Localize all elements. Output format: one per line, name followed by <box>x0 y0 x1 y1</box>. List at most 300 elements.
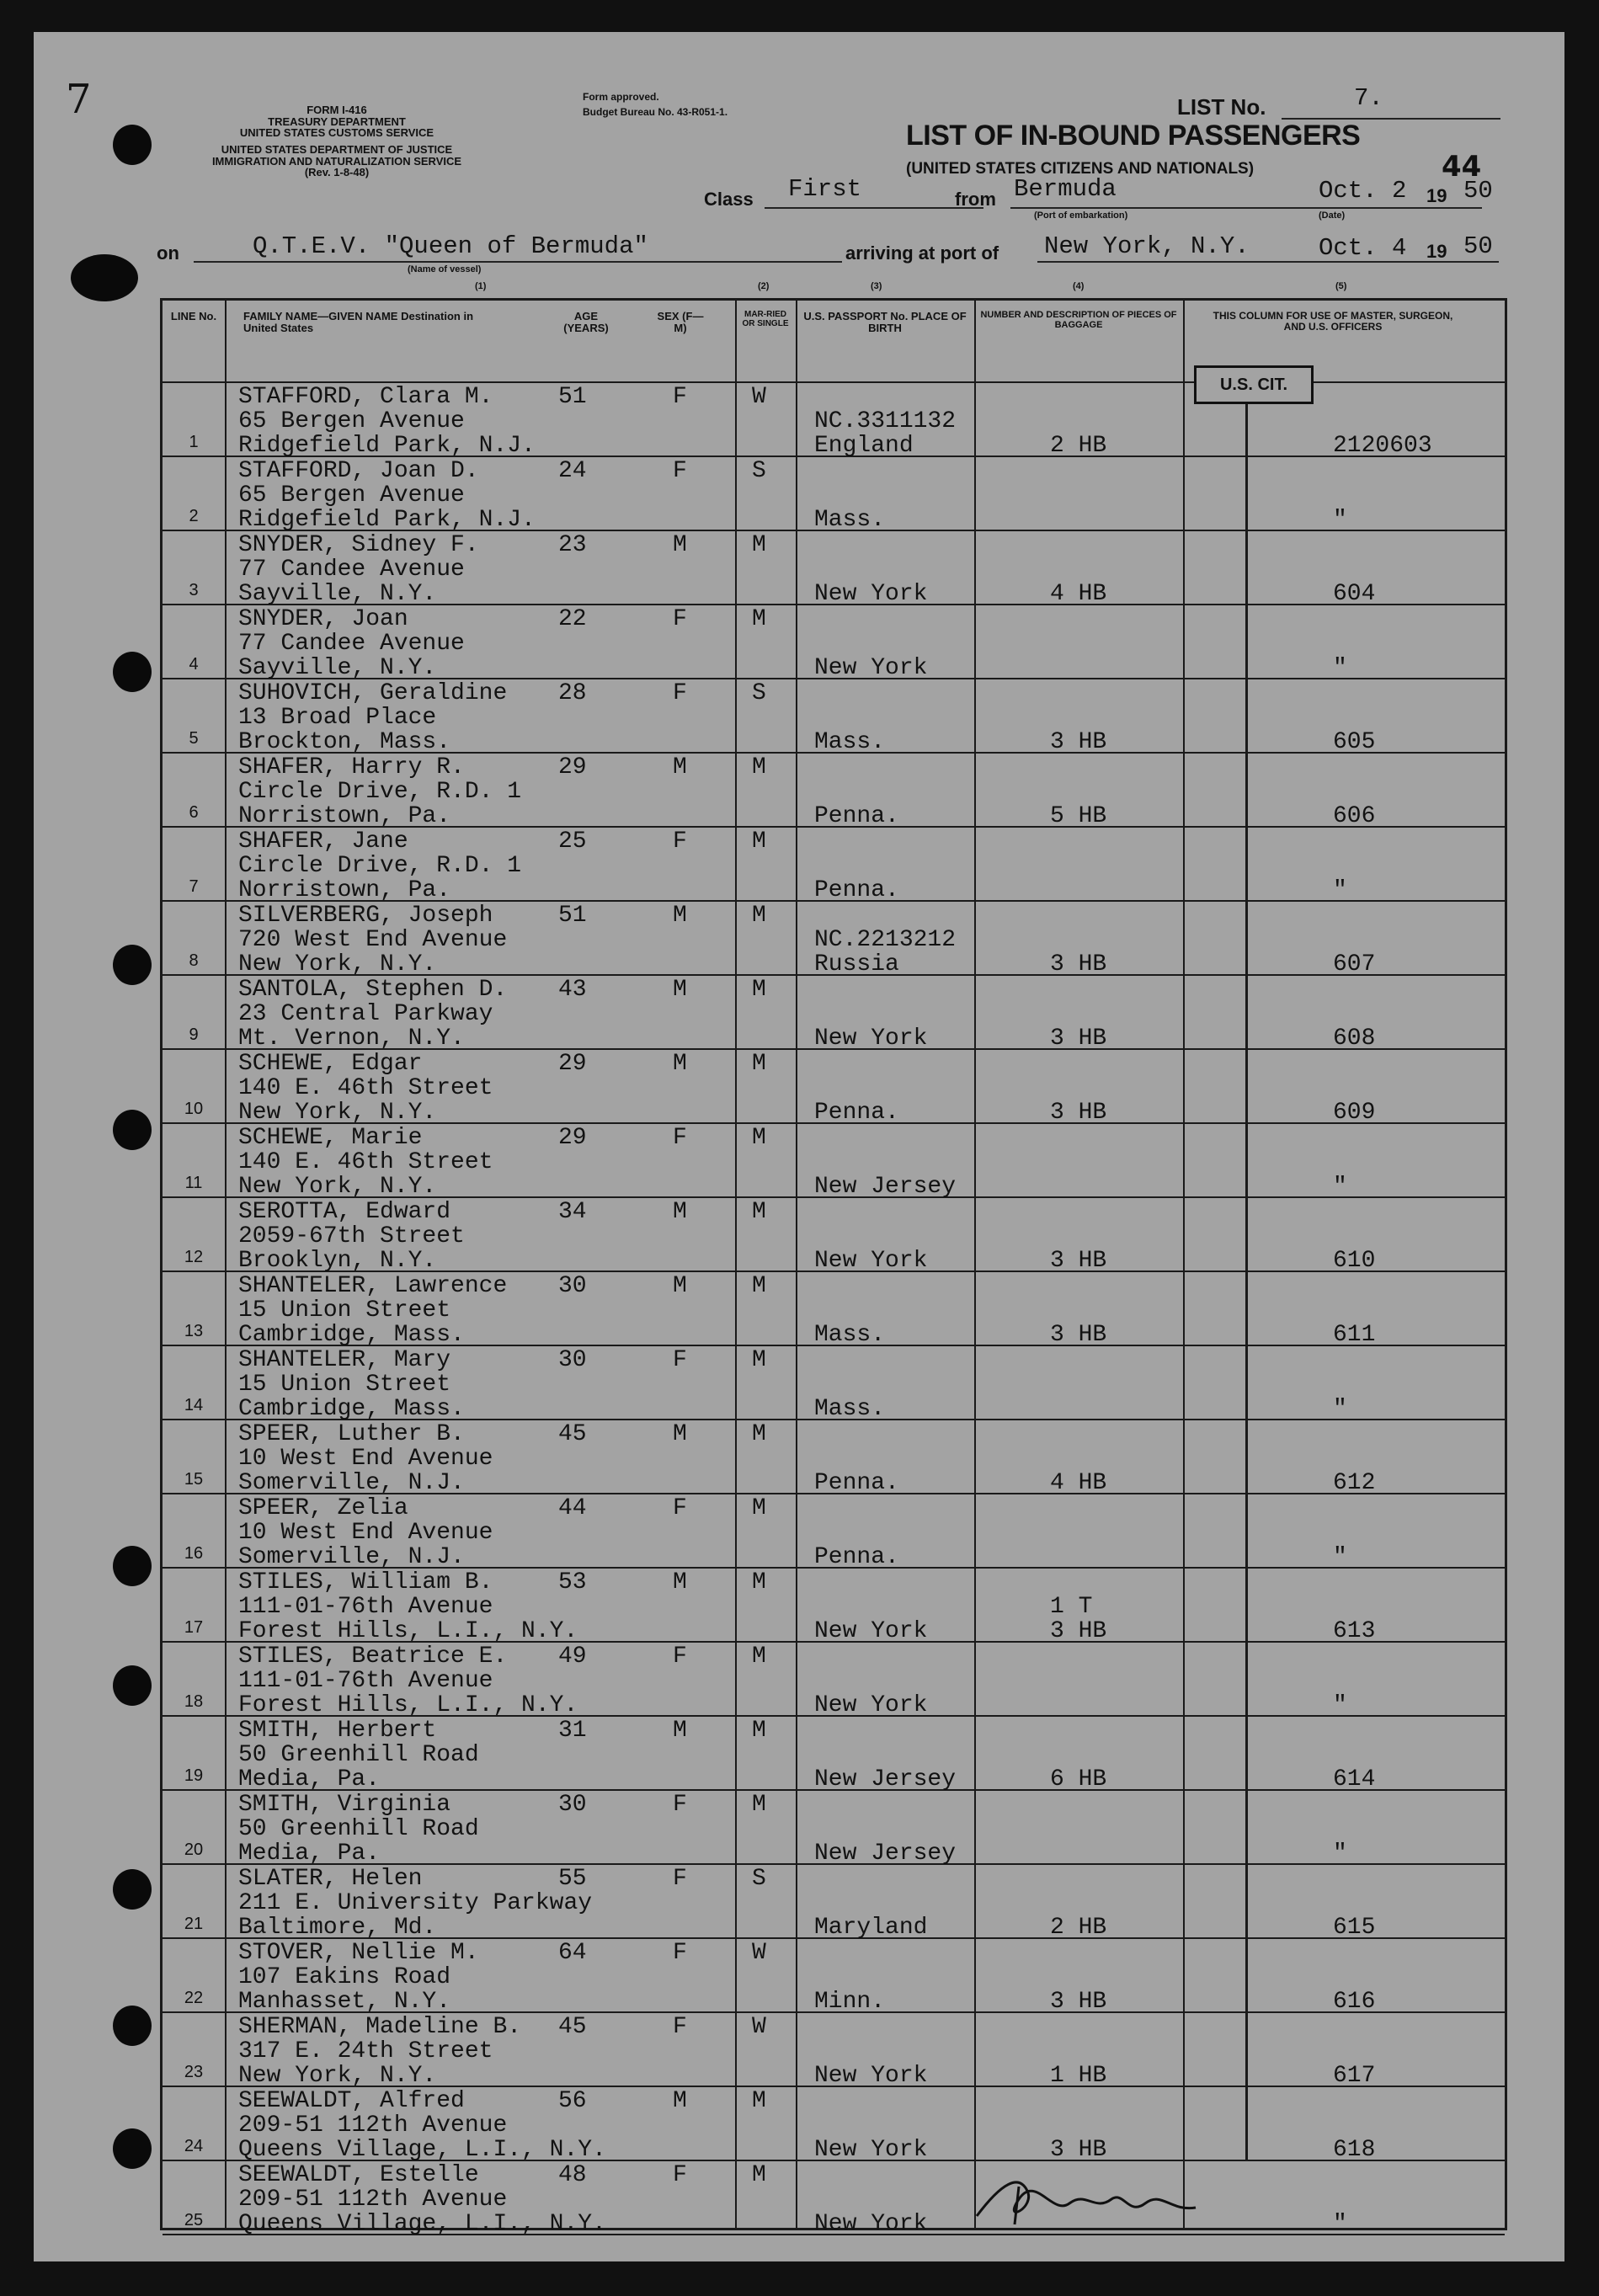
passenger-sex: M <box>673 1718 687 1744</box>
binder-hole <box>113 1110 152 1150</box>
marital-status: W <box>752 1940 766 1966</box>
officer-number: 611 <box>1333 1322 1376 1348</box>
line-number: 13 <box>184 1322 204 1340</box>
baggage: 3 HB <box>1050 1989 1107 2015</box>
officer-number: 613 <box>1333 1618 1376 1644</box>
passenger-age: 55 <box>558 1866 587 1892</box>
baggage: 4 HB <box>1050 581 1107 607</box>
passenger-sex: M <box>673 532 687 558</box>
passenger-name: SPEER, Luther B. <box>238 1421 465 1447</box>
passenger-sex: M <box>673 1421 687 1447</box>
passenger-street: 77 Candee Avenue <box>238 557 465 583</box>
officer-number: 618 <box>1333 2137 1376 2163</box>
passenger-name: SHERMAN, Madeline B. <box>238 2014 522 2040</box>
passenger-city: New York, N.Y. <box>238 1100 437 1126</box>
vessel-name: Q.T.E.V. "Queen of Bermuda" <box>253 232 648 260</box>
marital-status: W <box>752 384 766 410</box>
line-number: 3 <box>189 581 199 599</box>
officer-number: 612 <box>1333 1470 1376 1496</box>
passenger-age: 24 <box>558 458 587 484</box>
table-row <box>163 828 1505 902</box>
birth-place: New York <box>814 2211 928 2237</box>
form-number: FORM I-416 <box>306 104 367 116</box>
class-value: First <box>788 175 862 203</box>
marital-status: M <box>752 977 766 1003</box>
marital-status: M <box>752 828 766 855</box>
passenger-street: 23 Central Parkway <box>238 1001 493 1027</box>
passenger-sex: M <box>673 2088 687 2114</box>
col-num-1: (1) <box>475 281 487 291</box>
passenger-city: Media, Pa. <box>238 1841 381 1867</box>
binder-hole <box>113 2006 152 2046</box>
passenger-city: New York, N.Y. <box>238 2063 437 2089</box>
birth-place: Mass. <box>814 1396 886 1422</box>
table-row <box>163 531 1505 605</box>
from-label: from <box>955 189 996 210</box>
table-row <box>163 1050 1505 1124</box>
passenger-sex: M <box>673 1273 687 1299</box>
passenger-city: Sayville, N.Y. <box>238 581 437 607</box>
passenger-street: 13 Broad Place <box>238 705 437 731</box>
col-num-3: (3) <box>871 281 882 291</box>
baggage: 3 HB <box>1050 1322 1107 1348</box>
marital-status: M <box>752 606 766 632</box>
marital-status: M <box>752 754 766 780</box>
baggage: 2 HB <box>1050 1915 1107 1941</box>
birth-place: New York <box>814 1248 928 1274</box>
passenger-age: 56 <box>558 2088 587 2114</box>
birth-place: England <box>814 433 914 459</box>
baggage: 1 HB <box>1050 2063 1107 2089</box>
passenger-city: Brooklyn, N.Y. <box>238 1248 437 1274</box>
embark-year-prefix: 19 <box>1426 185 1447 206</box>
line-number: 7 <box>189 877 199 896</box>
marital-status: S <box>752 680 766 706</box>
birth-place: Maryland <box>814 1915 928 1941</box>
line-number: 11 <box>184 1174 203 1192</box>
officer-number: " <box>1333 877 1347 903</box>
passenger-city: Baltimore, Md. <box>238 1915 437 1941</box>
passenger-age: 23 <box>558 532 587 558</box>
passenger-age: 45 <box>558 2014 587 2040</box>
line-number: 12 <box>184 1248 204 1266</box>
baggage: 5 HB <box>1050 803 1107 829</box>
passenger-sex: F <box>673 606 687 632</box>
marital-status: S <box>752 458 766 484</box>
marital-status: M <box>752 1569 766 1595</box>
form-title: LIST OF IN-BOUND PASSENGERS <box>906 120 1361 152</box>
table-row <box>163 605 1505 679</box>
marital-status: M <box>752 2162 766 2188</box>
officer-number: 605 <box>1333 729 1376 755</box>
passenger-city: Cambridge, Mass. <box>238 1322 465 1348</box>
passenger-name: SHAFER, Harry R. <box>238 754 465 780</box>
passenger-city: Ridgefield Park, N.J. <box>238 507 536 533</box>
from-value: Bermuda <box>1014 175 1117 203</box>
class-label: Class <box>704 189 754 210</box>
marital-status: W <box>752 2014 766 2040</box>
passenger-street: Circle Drive, R.D. 1 <box>238 853 522 879</box>
line-number: 10 <box>184 1100 204 1118</box>
birth-place: Mass. <box>814 729 886 755</box>
passenger-age: 64 <box>558 1940 587 1966</box>
birth-place: New Jersey <box>814 1174 957 1200</box>
arrival-year-prefix: 19 <box>1426 241 1447 262</box>
line-number: 21 <box>184 1915 204 1933</box>
officer-number: 604 <box>1333 581 1376 607</box>
birth-place: Mass. <box>814 507 886 533</box>
birth-place: New York <box>814 1618 928 1644</box>
passenger-age: 30 <box>558 1792 587 1818</box>
baggage: 4 HB <box>1050 1470 1107 1496</box>
table-row <box>163 1346 1505 1420</box>
passenger-name: SNYDER, Joan <box>238 606 408 632</box>
baggage: 3 HB <box>1050 2137 1107 2163</box>
binder-hole <box>113 125 152 165</box>
passenger-name: SCHEWE, Edgar <box>238 1051 423 1077</box>
col-head-age: AGE (YEARS) <box>563 310 609 334</box>
passenger-age: 44 <box>558 1495 587 1521</box>
list-no-label: LIST No. <box>1177 94 1266 120</box>
marital-status: M <box>752 1643 766 1670</box>
passenger-sex: F <box>673 1643 687 1670</box>
passenger-name: SPEER, Zelia <box>238 1495 408 1521</box>
passenger-street: 140 E. 46th Street <box>238 1075 493 1101</box>
passenger-sex: M <box>673 903 687 929</box>
passenger-street: 10 West End Avenue <box>238 1520 493 1546</box>
list-no: 7. <box>1354 84 1383 112</box>
col-head-sex: SEX (F—M) <box>657 310 704 334</box>
officer-number: 616 <box>1333 1989 1376 2015</box>
passenger-age: 30 <box>558 1347 587 1373</box>
passenger-name: SNYDER, Sidney F. <box>238 532 479 558</box>
passenger-age: 51 <box>558 903 587 929</box>
arrival-year: 50 <box>1463 232 1493 260</box>
officer-number: 2120603 <box>1333 433 1432 459</box>
budget-bureau: Budget Bureau No. 43-R051-1. <box>583 106 728 118</box>
date-caption: (Date) <box>1319 210 1346 221</box>
table-row <box>163 2087 1505 2161</box>
passenger-name: SANTOLA, Stephen D. <box>238 977 508 1003</box>
officer-number: " <box>1333 1841 1347 1867</box>
passenger-sex: F <box>673 458 687 484</box>
passenger-sex: M <box>673 754 687 780</box>
passenger-street: 111-01-76th Avenue <box>238 1594 493 1620</box>
passenger-name: STOVER, Nellie M. <box>238 1940 479 1966</box>
passenger-age: 53 <box>558 1569 587 1595</box>
passenger-name: SHAFER, Jane <box>238 828 408 855</box>
revision: (Rev. 1-8-48) <box>304 166 370 179</box>
passenger-street: 209-51 112th Avenue <box>238 2112 508 2139</box>
marital-status: M <box>752 1792 766 1818</box>
passenger-name: SILVERBERG, Joseph <box>238 903 493 929</box>
passenger-street: 15 Union Street <box>238 1372 451 1398</box>
line-number: 19 <box>184 1766 204 1785</box>
passenger-street: 211 E. University Parkway <box>238 1890 593 1916</box>
table-row <box>163 1420 1505 1494</box>
embark-date: Oct. 2 <box>1319 177 1407 205</box>
line-number: 15 <box>184 1470 204 1489</box>
birth-place: New York <box>814 655 928 681</box>
officer-number: 615 <box>1333 1915 1376 1941</box>
table-row <box>163 1494 1505 1569</box>
page-number: 44 <box>1442 150 1482 184</box>
passenger-sex: F <box>673 1347 687 1373</box>
baggage-extra: 1 T <box>1050 1594 1093 1620</box>
table-row <box>163 2161 1505 2235</box>
passenger-street: 50 Greenhill Road <box>238 1816 479 1842</box>
agency-block <box>160 104 514 178</box>
passenger-name: SEEWALDT, Estelle <box>238 2162 479 2188</box>
birth-place: New York <box>814 1025 928 1052</box>
marital-status: S <box>752 1866 766 1892</box>
officer-number: 606 <box>1333 803 1376 829</box>
passenger-sex: M <box>673 977 687 1003</box>
passenger-city: Queens Village, L.I., N.Y. <box>238 2211 606 2237</box>
col-head-baggage: NUMBER AND DESCRIPTION OF PIECES OF BAGGAGE <box>980 310 1177 330</box>
passenger-name: SHANTELER, Lawrence <box>238 1273 508 1299</box>
table-row <box>163 1569 1505 1643</box>
form-approved: Form approved. <box>583 91 659 103</box>
officer-number: 614 <box>1333 1766 1376 1793</box>
marital-status: M <box>752 1051 766 1077</box>
binder-hole <box>113 1665 152 1706</box>
line-number: 9 <box>189 1025 199 1044</box>
passenger-city: Mt. Vernon, N.Y. <box>238 1025 465 1052</box>
passenger-street: 2059-67th Street <box>238 1223 465 1249</box>
passenger-age: 25 <box>558 828 587 855</box>
passenger-sex: F <box>673 680 687 706</box>
col-num-2: (2) <box>758 281 770 291</box>
passenger-name: STILES, Beatrice E. <box>238 1643 508 1670</box>
passenger-age: 49 <box>558 1643 587 1670</box>
passenger-city: Norristown, Pa. <box>238 877 451 903</box>
table-row <box>163 1865 1505 1939</box>
birth-place: New Jersey <box>814 1841 957 1867</box>
class-line <box>765 207 983 209</box>
passenger-city: New York, N.Y. <box>238 1174 437 1200</box>
passenger-name: SCHEWE, Marie <box>238 1125 423 1151</box>
officer-number: " <box>1333 1692 1347 1718</box>
binder-hole <box>113 652 152 692</box>
table-row <box>163 1717 1505 1791</box>
line-number: 17 <box>184 1618 204 1637</box>
marital-status: M <box>752 2088 766 2114</box>
vessel-caption: (Name of vessel) <box>408 264 482 274</box>
passenger-name: SMITH, Herbert <box>238 1718 437 1744</box>
birth-place: Penna. <box>814 877 899 903</box>
passenger-age: 29 <box>558 1051 587 1077</box>
passenger-sex: F <box>673 384 687 410</box>
line-number: 25 <box>184 2211 204 2229</box>
passenger-sex: F <box>673 2162 687 2188</box>
birth-place: Mass. <box>814 1322 886 1348</box>
line-number: 20 <box>184 1841 204 1859</box>
col-head-name: FAMILY NAME—GIVEN NAME Destination in United States <box>243 310 474 334</box>
marital-status: M <box>752 1199 766 1225</box>
on-label: on <box>157 242 179 264</box>
marital-status: M <box>752 1495 766 1521</box>
table-row <box>163 1198 1505 1272</box>
passenger-city: Queens Village, L.I., N.Y. <box>238 2137 606 2163</box>
passenger-name: SLATER, Helen <box>238 1866 423 1892</box>
passenger-name: SHANTELER, Mary <box>238 1347 451 1373</box>
passenger-age: 31 <box>558 1718 587 1744</box>
passenger-sex: M <box>673 1199 687 1225</box>
line-number: 1 <box>189 433 199 451</box>
baggage: 3 HB <box>1050 1248 1107 1274</box>
passenger-street: 140 E. 46th Street <box>238 1149 493 1175</box>
passenger-city: Ridgefield Park, N.J. <box>238 433 536 459</box>
passenger-sex: F <box>673 1940 687 1966</box>
passenger-age: 45 <box>558 1421 587 1447</box>
table-row <box>163 457 1505 531</box>
line-number: 18 <box>184 1692 204 1711</box>
officer-number: 607 <box>1333 951 1376 978</box>
passenger-city: New York, N.Y. <box>238 951 437 978</box>
col-head-married: MAR-RIED OR SINGLE <box>742 310 789 328</box>
passenger-age: 29 <box>558 1125 587 1151</box>
passenger-sex: M <box>673 1051 687 1077</box>
table-row <box>163 976 1505 1050</box>
birth-place: Penna. <box>814 1100 899 1126</box>
arrival-port: New York, N.Y. <box>1044 232 1250 260</box>
passenger-street: 65 Bergen Avenue <box>238 482 465 509</box>
arrival-date: Oct. 4 <box>1319 234 1407 262</box>
officer-number: 610 <box>1333 1248 1376 1274</box>
form-subtitle: (UNITED STATES CITIZENS AND NATIONALS) <box>906 160 1255 178</box>
line-number: 22 <box>184 1989 204 2007</box>
birth-place: New York <box>814 2137 928 2163</box>
table-row <box>163 1939 1505 2013</box>
officer-number: 609 <box>1333 1100 1376 1126</box>
birth-place: Penna. <box>814 803 899 829</box>
passenger-name: SMITH, Virginia <box>238 1792 451 1818</box>
passenger-city: Sayville, N.Y. <box>238 655 437 681</box>
birth-place: Russia <box>814 951 899 978</box>
passenger-street: 720 West End Avenue <box>238 927 508 953</box>
marital-status: M <box>752 1421 766 1447</box>
table-row <box>163 1272 1505 1346</box>
arriving-label: arriving at port of <box>845 242 999 264</box>
marital-status: M <box>752 1718 766 1744</box>
binder-hole <box>71 254 138 301</box>
officer-number: " <box>1333 1174 1347 1200</box>
passenger-street: 77 Candee Avenue <box>238 631 465 657</box>
birth-place: New York <box>814 2063 928 2089</box>
passport-number: NC.3311132 <box>814 408 957 434</box>
line-number: 5 <box>189 729 199 748</box>
table-row <box>163 1124 1505 1198</box>
table-row <box>163 1791 1505 1865</box>
officer-number: " <box>1333 2211 1347 2237</box>
table-row <box>163 1643 1505 1717</box>
customs-service: UNITED STATES CUSTOMS SERVICE <box>239 126 434 140</box>
passenger-street: 317 E. 24th Street <box>238 2038 493 2064</box>
passenger-name: SUHOVICH, Geraldine <box>238 680 508 706</box>
passenger-street: 15 Union Street <box>238 1297 451 1324</box>
passenger-sex: F <box>673 828 687 855</box>
passport-number: NC.2213212 <box>814 927 957 953</box>
line-number: 6 <box>189 803 199 822</box>
passenger-city: Brockton, Mass. <box>238 729 451 755</box>
passenger-name: SEEWALDT, Alfred <box>238 2088 465 2114</box>
citizen-stamp: U.S. CIT. <box>1194 365 1314 404</box>
birth-place: New York <box>814 1692 928 1718</box>
officer-number: " <box>1333 507 1347 533</box>
passenger-table <box>160 298 1507 2237</box>
binder-hole <box>113 2128 152 2169</box>
officer-number: " <box>1333 1396 1347 1422</box>
binder-hole <box>113 945 152 985</box>
officer-number: 608 <box>1333 1025 1376 1052</box>
passenger-name: STILES, William B. <box>238 1569 493 1595</box>
baggage: 3 HB <box>1050 1025 1107 1052</box>
birth-place: Minn. <box>814 1989 886 2015</box>
table-row <box>163 902 1505 976</box>
birth-place: Penna. <box>814 1544 899 1570</box>
col-head-line: LINE No. <box>170 310 217 322</box>
passenger-name: STAFFORD, Clara M. <box>238 384 493 410</box>
baggage: 3 HB <box>1050 951 1107 978</box>
marital-status: M <box>752 1273 766 1299</box>
passenger-sex: M <box>673 1569 687 1595</box>
officer-number: 617 <box>1333 2063 1376 2089</box>
passenger-city: Somerville, N.J. <box>238 1544 465 1570</box>
passenger-city: Media, Pa. <box>238 1766 381 1793</box>
embark-caption: (Port of embarkation) <box>1034 210 1128 221</box>
table-row <box>163 679 1505 754</box>
line-number: 14 <box>184 1396 204 1414</box>
passenger-street: Circle Drive, R.D. 1 <box>238 779 522 805</box>
treasury-dept: TREASURY DEPARTMENT <box>268 115 406 128</box>
passenger-street: 107 Eakins Road <box>238 1964 451 1990</box>
passenger-age: 30 <box>558 1273 587 1299</box>
officer-number: " <box>1333 1544 1347 1570</box>
passenger-street: 209-51 112th Avenue <box>238 2187 508 2213</box>
baggage: 6 HB <box>1050 1766 1107 1793</box>
marital-status: M <box>752 1125 766 1151</box>
passenger-age: 34 <box>558 1199 587 1225</box>
passenger-city: Manhasset, N.Y. <box>238 1989 451 2015</box>
passenger-age: 51 <box>558 384 587 410</box>
passenger-age: 29 <box>558 754 587 780</box>
line-number: 2 <box>189 507 199 525</box>
col-num-5: (5) <box>1335 281 1347 291</box>
binder-hole <box>113 1546 152 1586</box>
binder-hole <box>113 1869 152 1910</box>
passenger-age: 28 <box>558 680 587 706</box>
passenger-age: 43 <box>558 977 587 1003</box>
col-head-passport: U.S. PASSPORT No. PLACE OF BIRTH <box>803 310 967 334</box>
vessel-line <box>194 261 842 263</box>
marital-status: M <box>752 1347 766 1373</box>
passenger-street: 50 Greenhill Road <box>238 1742 479 1768</box>
line-number: 8 <box>189 951 199 970</box>
passenger-city: Norristown, Pa. <box>238 803 451 829</box>
birth-place: New Jersey <box>814 1766 957 1793</box>
marital-status: M <box>752 903 766 929</box>
passenger-name: SEROTTA, Edward <box>238 1199 451 1225</box>
baggage: 3 HB <box>1050 729 1107 755</box>
line-number: 23 <box>184 2063 204 2081</box>
passenger-street: 111-01-76th Avenue <box>238 1668 493 1694</box>
corner-mark: 7 <box>66 76 92 123</box>
baggage: 2 HB <box>1050 433 1107 459</box>
line-number: 24 <box>184 2137 204 2155</box>
passenger-street: 10 West End Avenue <box>238 1446 493 1472</box>
passenger-age: 22 <box>558 606 587 632</box>
